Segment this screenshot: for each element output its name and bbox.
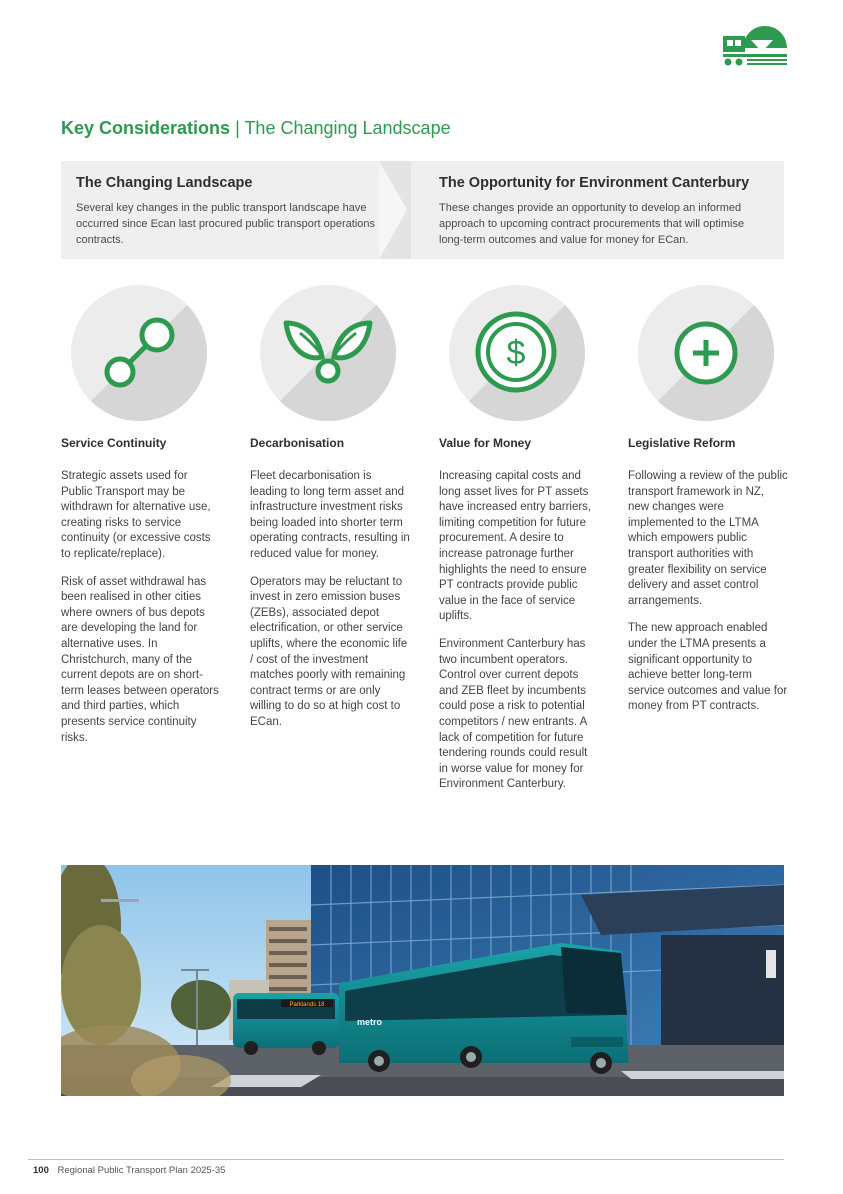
band-right-title: The Opportunity for Environment Canterbury bbox=[439, 175, 750, 191]
front-bus-brand: metro bbox=[357, 1017, 383, 1027]
band-right bbox=[439, 161, 769, 248]
connection-nodes-icon bbox=[71, 285, 207, 421]
column-title: Service Continuity bbox=[61, 436, 167, 450]
column-title: Value for Money bbox=[439, 436, 532, 450]
intro-band bbox=[61, 161, 784, 259]
column-decarbonisation bbox=[250, 436, 410, 731]
bus-photo bbox=[61, 865, 784, 1096]
dollar-coin-icon bbox=[449, 285, 585, 421]
column-legislative-reform bbox=[628, 436, 788, 715]
title-bold: Key Considerations bbox=[61, 118, 231, 138]
svg-text:$: $ bbox=[506, 334, 526, 372]
title-separator: | bbox=[235, 118, 240, 138]
column-paragraph: Fleet decarbonisation is leading to long term asset and infrastructure investment risks being loaded into shorter term operating contracts, resulting in reduced value for money. bbox=[250, 470, 410, 560]
title-light: The Changing Landscape bbox=[244, 118, 451, 138]
plus-circle-icon bbox=[638, 285, 774, 421]
band-right-text: These changes provide an opportunity to develop an informed approach to upcoming contract procurements that will optimise long-term outcomes and value for money for ECan. bbox=[439, 202, 745, 246]
leaf-sprout-icon bbox=[260, 285, 396, 421]
ecan-logo bbox=[721, 26, 789, 68]
document-title: Regional Public Transport Plan 2025-35 bbox=[57, 1165, 226, 1176]
back-bus-sign: Parklands 18 bbox=[289, 1002, 325, 1008]
column-paragraph: Operators may be reluctant to invest in zero emission buses (ZEBs), associated depot electrification, or other service uplifts, where the economic life / cost of the investment matches poorly with remaining contract terms or are only willing to do so at high cost to ECan. bbox=[250, 575, 408, 728]
column-paragraph: Increasing capital costs and long asset lives for PT assets have increased entry barriers, limiting competition for future procurement. A desire to increase patronage further highlights the need to ensure PT contracts provide public value in the face of service uplifts. bbox=[439, 470, 592, 623]
column-title: Decarbonisation bbox=[250, 436, 345, 450]
band-left-title: The Changing Landscape bbox=[76, 175, 253, 191]
footer-divider bbox=[28, 1159, 784, 1160]
page-number: 100 bbox=[33, 1165, 49, 1176]
column-paragraph: Risk of asset withdrawal has been realised in other cities where owners of bus depots are developing the land for alternative uses. In Christchurch, many of the current depots are on short-term leases between operators and third parties, which presents service continuity risks. bbox=[61, 575, 219, 744]
band-left bbox=[76, 161, 376, 248]
column-value-for-money bbox=[439, 436, 599, 793]
column-service-continuity bbox=[61, 436, 221, 746]
band-left-text: Several key changes in the public transport landscape have occurred since Ecan last procured public transport operations contracts. bbox=[76, 202, 375, 246]
page-footer bbox=[33, 1165, 225, 1176]
column-title: Legislative Reform bbox=[628, 436, 736, 450]
column-paragraph: The new approach enabled under the LTMA presents a significant opportunity to achieve better long-term service outcomes and value for money from PT contracts. bbox=[628, 622, 788, 713]
column-paragraph: Following a review of the public transport framework in NZ, new changes were implemented to the LTMA which empowers public transport authorities with greater flexibility on service delivery and asset control arrangements. bbox=[628, 470, 788, 607]
page-title bbox=[61, 118, 451, 139]
column-paragraph: Strategic assets used for Public Transport may be withdrawn for alternative use, creating risks to service continuity (or excessive costs to replicate/replace). bbox=[61, 470, 211, 560]
column-paragraph: Environment Canterbury has two incumbent operators. Control over current depots and ZEB fleet by incumbents could pose a risk to potential competitors / new entrants. A lack of competition for future tendering rounds could result in worse value for money for Environment Canterbury. bbox=[439, 637, 588, 791]
